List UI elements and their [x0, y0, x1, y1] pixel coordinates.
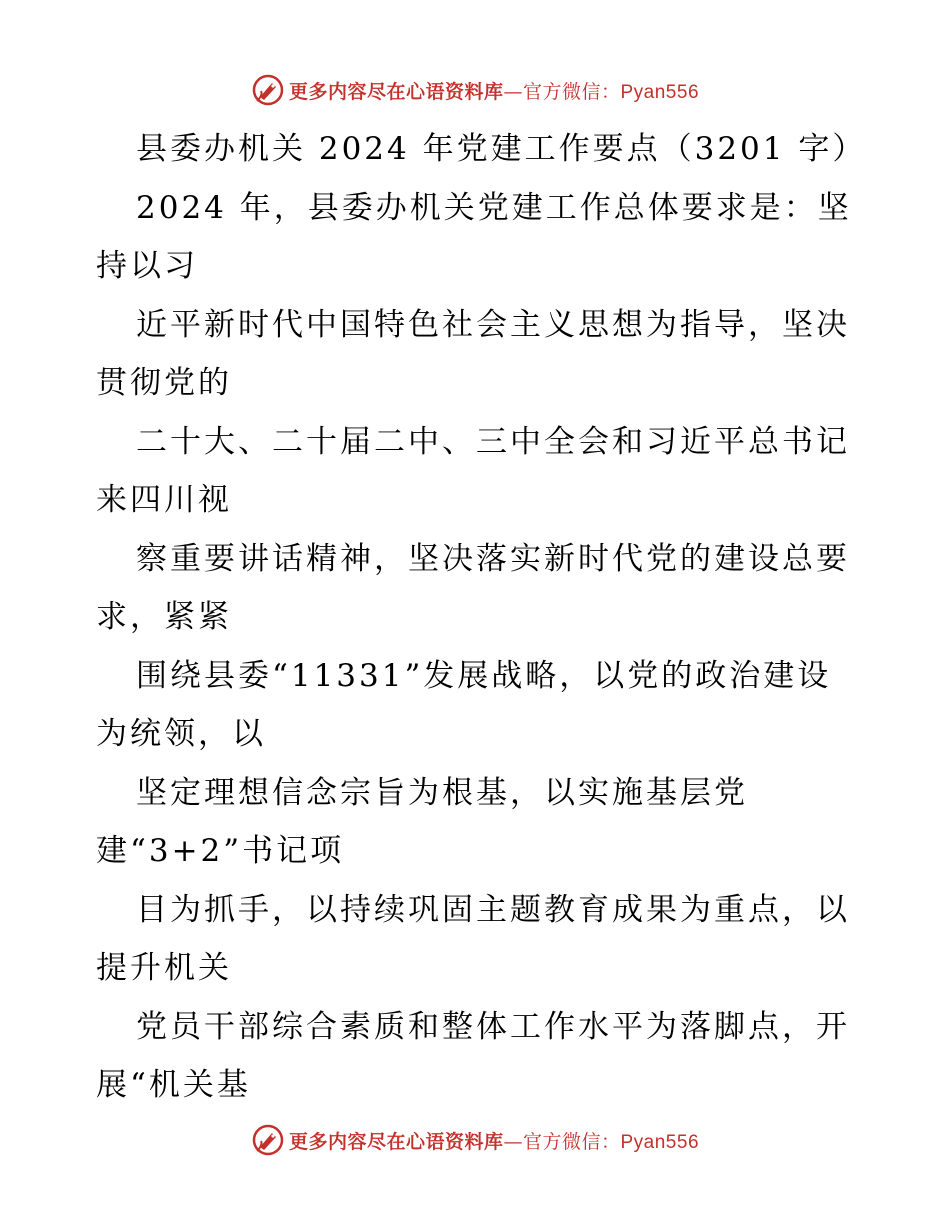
body-line: 目为抓手，以持续巩固主题教育成果为重点，以 [136, 891, 850, 928]
pen-nib-logo-icon [251, 73, 285, 107]
body-line: 察重要讲话精神，坚决落实新时代党的建设总要 [136, 540, 850, 577]
pen-nib-logo-icon [251, 1123, 285, 1157]
watermark-brand: 更多内容尽在心语资料库 [288, 1130, 504, 1153]
watermark-wechat-id: Pyan556 [620, 81, 700, 103]
body-line: 近平新时代中国特色社会主义思想为指导，坚决 [136, 306, 850, 343]
body-line: 求，紧紧 [96, 599, 232, 635]
document-body [96, 120, 867, 1115]
body-line: 建“3+2”书记项 [96, 833, 345, 869]
watermark-separator: — [503, 80, 523, 103]
body-line: 围绕县委“11331”发展战略，以党的政治建设 [136, 657, 832, 694]
body-line: 贯彻党的 [96, 365, 232, 401]
body-line: 2024 年，县委办机关党建工作总体要求是：坚 [136, 189, 852, 226]
body-line: 提升机关 [96, 950, 232, 986]
document-title: 县委办机关 2024 年党建工作要点（3201 字） [136, 131, 867, 167]
body-line: 来四川视 [96, 482, 232, 518]
body-line: 为统领，以 [96, 716, 266, 752]
header-watermark-banner [0, 70, 950, 110]
watermark-separator: — [503, 1130, 523, 1153]
watermark-text [289, 1127, 699, 1154]
body-line: 二十大、二十届二中、三中全会和习近平总书记 [136, 423, 850, 460]
footer-watermark-banner [0, 1120, 950, 1160]
body-line: 党员干部综合素质和整体工作水平为落脚点，开 [136, 1008, 850, 1045]
watermark-brand: 更多内容尽在心语资料库 [288, 80, 504, 103]
watermark-text [289, 77, 699, 104]
body-line: 持以习 [96, 248, 198, 284]
body-line: 展“机关基 [96, 1067, 251, 1103]
body-line: 坚定理想信念宗旨为根基，以实施基层党 [136, 774, 748, 811]
watermark-wechat-label: 官方微信： [522, 80, 621, 103]
watermark-wechat-id: Pyan556 [620, 1131, 700, 1153]
watermark-wechat-label: 官方微信： [522, 1130, 621, 1153]
